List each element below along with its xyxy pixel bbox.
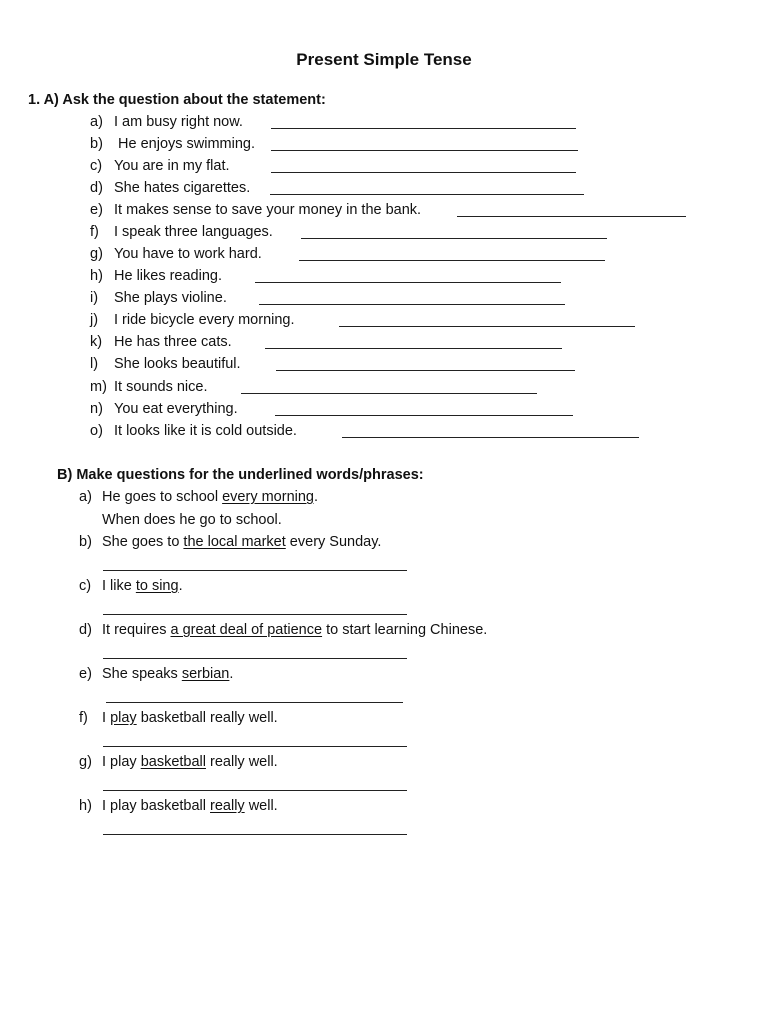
underlined-phrase: the local market xyxy=(183,534,286,550)
answer-blank[interactable] xyxy=(271,150,578,151)
answer-blank[interactable] xyxy=(259,304,565,305)
statement-item xyxy=(0,401,768,421)
answer-blank[interactable] xyxy=(103,570,407,571)
item-label: d) xyxy=(79,622,92,638)
statement-item xyxy=(0,114,768,134)
statement-item xyxy=(0,290,768,310)
sentence-text xyxy=(102,622,487,638)
answer-blank[interactable] xyxy=(301,238,607,239)
item-label: a) xyxy=(90,114,103,130)
section-b-heading: B) Make questions for the underlined words/phrases: xyxy=(57,467,424,483)
sentence-before: She speaks xyxy=(102,666,182,682)
answer-blank[interactable] xyxy=(103,746,407,747)
statement-text: It sounds nice. xyxy=(114,379,208,395)
answer-blank[interactable] xyxy=(276,370,575,371)
question-item xyxy=(0,489,768,509)
item-label: o) xyxy=(90,423,103,439)
answer-blank[interactable] xyxy=(270,194,584,195)
sentence-before: I xyxy=(102,710,111,726)
statement-item xyxy=(0,379,768,399)
question-item xyxy=(0,710,768,730)
question-item xyxy=(0,754,768,774)
sentence-after: basketball really well. xyxy=(136,710,278,726)
statement-item xyxy=(0,356,768,376)
statement-text: It looks like it is cold outside. xyxy=(114,423,297,439)
statement-text: He likes reading. xyxy=(114,268,222,284)
question-item xyxy=(0,578,768,598)
answer-blank[interactable] xyxy=(255,282,561,283)
answer-blank[interactable] xyxy=(342,437,639,438)
sentence-before: I like xyxy=(102,578,136,594)
statement-item xyxy=(0,224,768,244)
answer-blank[interactable] xyxy=(103,790,407,791)
section-a-heading: 1. A) Ask the question about the statement: xyxy=(28,92,326,108)
item-label: f) xyxy=(79,710,88,726)
item-label: n) xyxy=(90,401,103,417)
statement-text: She plays violine. xyxy=(114,290,227,306)
underlined-phrase: every morning xyxy=(222,489,314,505)
underlined-phrase: really xyxy=(210,798,245,814)
underlined-phrase: serbian xyxy=(181,666,230,682)
sentence-before: I play basketball xyxy=(102,798,211,814)
statement-item xyxy=(0,246,768,266)
item-label: m) xyxy=(90,379,107,395)
answer-blank[interactable] xyxy=(106,702,403,703)
question-item xyxy=(0,666,768,686)
sentence-text xyxy=(102,666,233,682)
sentence-text xyxy=(102,534,381,550)
sentence-after: really well. xyxy=(205,754,278,770)
question-item xyxy=(0,798,768,818)
answer-blank[interactable] xyxy=(275,415,573,416)
underlined-phrase: play xyxy=(110,710,137,726)
statement-item xyxy=(0,334,768,354)
statement-item xyxy=(0,136,768,156)
answer-blank[interactable] xyxy=(299,260,605,261)
statement-text: He has three cats. xyxy=(114,334,232,350)
item-label: l) xyxy=(90,356,99,372)
statement-item xyxy=(0,158,768,178)
answer-blank[interactable] xyxy=(339,326,635,327)
sentence-text xyxy=(102,578,183,594)
item-label: e) xyxy=(79,666,92,682)
statement-text: I speak three languages. xyxy=(114,224,273,240)
statement-text: It makes sense to save your money in the bank. xyxy=(114,202,422,218)
item-label: h) xyxy=(90,268,103,284)
sentence-before: He goes to school xyxy=(102,489,223,505)
statement-item xyxy=(0,423,768,443)
item-label: c) xyxy=(90,158,103,174)
question-item xyxy=(0,534,768,554)
answer-blank[interactable] xyxy=(103,834,407,835)
statement-text: I ride bicycle every morning. xyxy=(114,312,295,328)
underlined-phrase: basketball xyxy=(140,754,206,770)
statement-text: She hates cigarettes. xyxy=(114,180,251,196)
sentence-text xyxy=(102,754,278,770)
item-label: h) xyxy=(79,798,92,814)
question-item xyxy=(0,622,768,642)
item-label: j) xyxy=(90,312,99,328)
answer-blank[interactable] xyxy=(103,658,407,659)
statement-item xyxy=(0,268,768,288)
sentence-before: It requires xyxy=(102,622,171,638)
statement-item xyxy=(0,180,768,200)
underlined-phrase: a great deal of patience xyxy=(170,622,323,638)
statement-text: You have to work hard. xyxy=(114,246,262,262)
sentence-after: . xyxy=(178,578,183,594)
sample-answer: When does he go to school. xyxy=(102,512,282,528)
answer-blank[interactable] xyxy=(103,614,407,615)
sentence-text xyxy=(102,489,318,505)
answer-blank[interactable] xyxy=(241,393,537,394)
sentence-after: every Sunday. xyxy=(285,534,382,550)
answer-blank[interactable] xyxy=(457,216,686,217)
answer-blank[interactable] xyxy=(271,172,576,173)
statement-text: He enjoys swimming. xyxy=(114,136,256,152)
statement-item xyxy=(0,202,768,222)
item-label: a) xyxy=(79,489,92,505)
statement-text: You eat everything. xyxy=(114,401,238,417)
item-label: i) xyxy=(90,290,99,306)
sentence-after: . xyxy=(229,666,234,682)
underlined-phrase: to sing xyxy=(135,578,179,594)
item-label: g) xyxy=(90,246,103,262)
sentence-after: well. xyxy=(244,798,278,814)
answer-blank[interactable] xyxy=(265,348,562,349)
item-label: c) xyxy=(79,578,92,594)
sentence-before: She goes to xyxy=(102,534,184,550)
sentence-text xyxy=(102,798,278,814)
statement-item xyxy=(0,312,768,332)
statement-text: She looks beautiful. xyxy=(114,356,241,372)
sentence-before: I play xyxy=(102,754,141,770)
worksheet-title: Present Simple Tense xyxy=(296,50,472,69)
item-label: d) xyxy=(90,180,103,196)
sentence-text xyxy=(102,710,278,726)
sentence-after: to start learning Chinese. xyxy=(322,622,488,638)
statement-text: You are in my flat. xyxy=(114,158,230,174)
item-label: e) xyxy=(90,202,103,218)
sentence-after: . xyxy=(313,489,319,505)
item-label: b) xyxy=(90,136,103,152)
statement-text: I am busy right now. xyxy=(114,114,243,130)
item-label: g) xyxy=(79,754,92,770)
item-label: b) xyxy=(79,534,92,550)
answer-blank[interactable] xyxy=(271,128,576,129)
item-label: k) xyxy=(90,334,103,350)
item-label: f) xyxy=(90,224,99,240)
